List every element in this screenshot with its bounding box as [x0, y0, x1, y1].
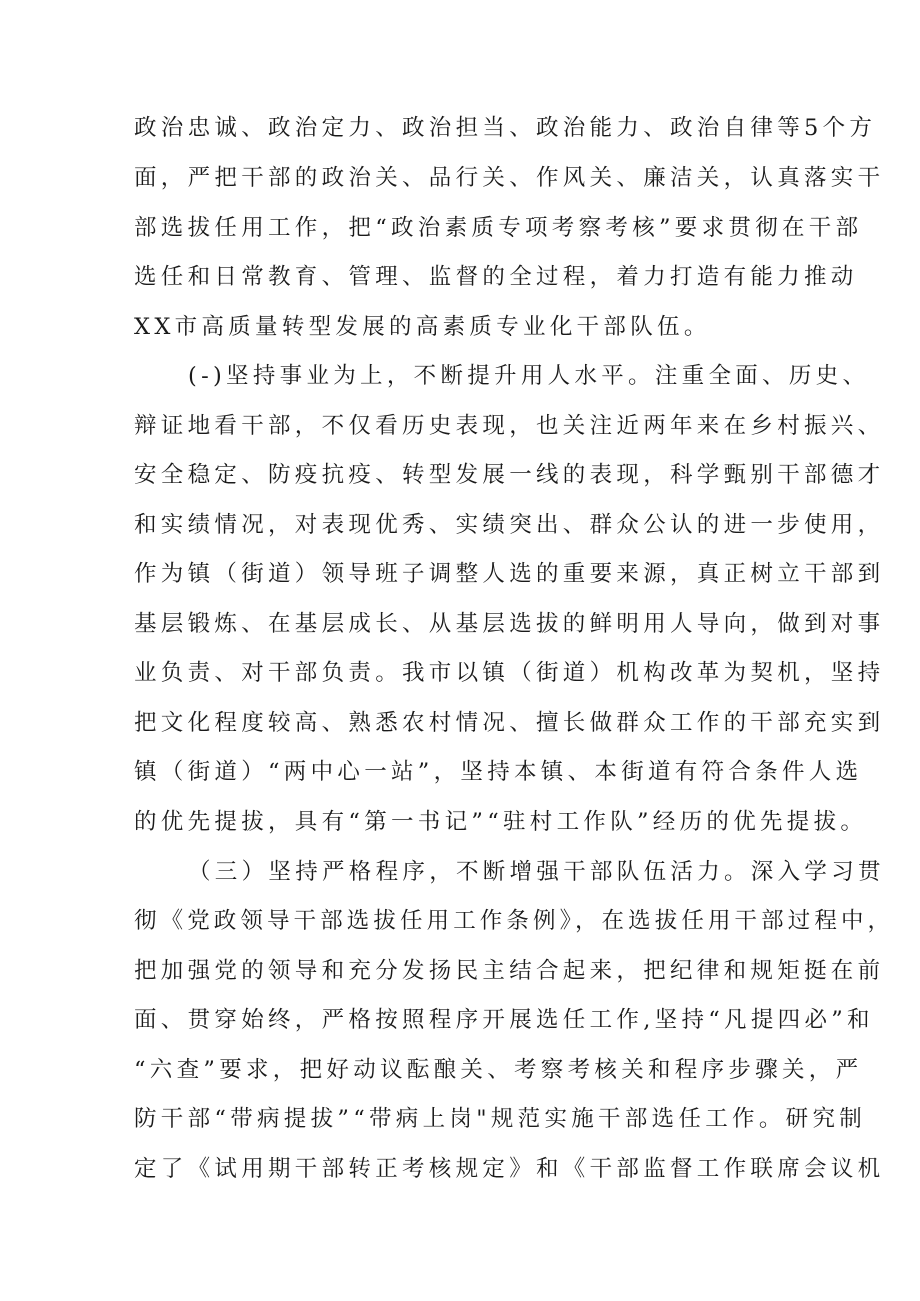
text-line: 安全稳定、防疫抗疫、转型发展一线的表现，科学甄别干部德才: [134, 462, 885, 488]
paragraph-heading-line: (-)坚持事业为上，不断提升用人水平。注重全面、历史、: [188, 363, 870, 389]
text-line: 部选拔任用工作，把“政治素质专项考察考核”要求贯彻在干部: [134, 215, 863, 241]
text-line: 选任和日常教育、管理、监督的全过程，着力打造有能力推动: [134, 264, 858, 290]
paragraph-heading-line: （三）坚持严格程序，不断增强干部队伍活力。深入学习贯: [188, 859, 885, 885]
text-line: 把文化程度较高、熟悉农村情况、擅长做群众工作的干部充实到: [134, 710, 885, 736]
text-line: 和实绩情况，对表现优秀、实绩突出、群众公认的进一步使用，: [134, 512, 885, 538]
text-line: 辩证地看干部，不仅看历史表现，也关注近两年来在乡村振兴、: [134, 413, 885, 439]
text-line: XX市高质量转型发展的高素质专业化干部队伍。: [134, 314, 711, 340]
text-line: 彻《党政领导干部选拔任用工作条例》，在选拔任用干部过程中，: [134, 908, 895, 934]
text-line: 的优先提拔，具有“第一书记”“驻村工作队”经历的优先提拔。: [134, 809, 868, 835]
text-line: 政治忠诚、政治定力、政治担当、政治能力、政治自律等5个方: [134, 115, 877, 141]
text-line: 作为镇（街道）领导班子调整人选的重要来源，真正树立干部到: [134, 561, 885, 587]
text-line: 定了《试用期干部转正考核规定》和《干部监督工作联席会议机: [134, 1156, 885, 1182]
text-line: “六查”要求，把好动议酝酿关、考察考核关和程序步骤关，严: [134, 1057, 863, 1083]
text-line: 业负责、对干部负责。我市以镇（街道）机构改革为契机，坚持: [134, 660, 885, 686]
text-line: 把加强党的领导和充分发扬民主结合起来，把纪律和规矩挺在前: [134, 958, 885, 984]
text-line: 镇（街道）“两中心一站”，坚持本镇、本街道有符合条件人选: [134, 759, 863, 785]
text-line: 面、贯穿始终，严格按照程序开展选任工作,坚持“凡提四必”和: [134, 1007, 874, 1033]
text-line: 面，严把干部的政治关、品行关、作风关、廉洁关，认真落实干: [134, 165, 885, 191]
text-line: 防干部“带病提拔”“带病上岗"规范实施干部选任工作。研究制: [134, 1106, 867, 1132]
text-line: 基层锻炼、在基层成长、从基层选拔的鲜明用人导向，做到对事: [134, 611, 885, 637]
